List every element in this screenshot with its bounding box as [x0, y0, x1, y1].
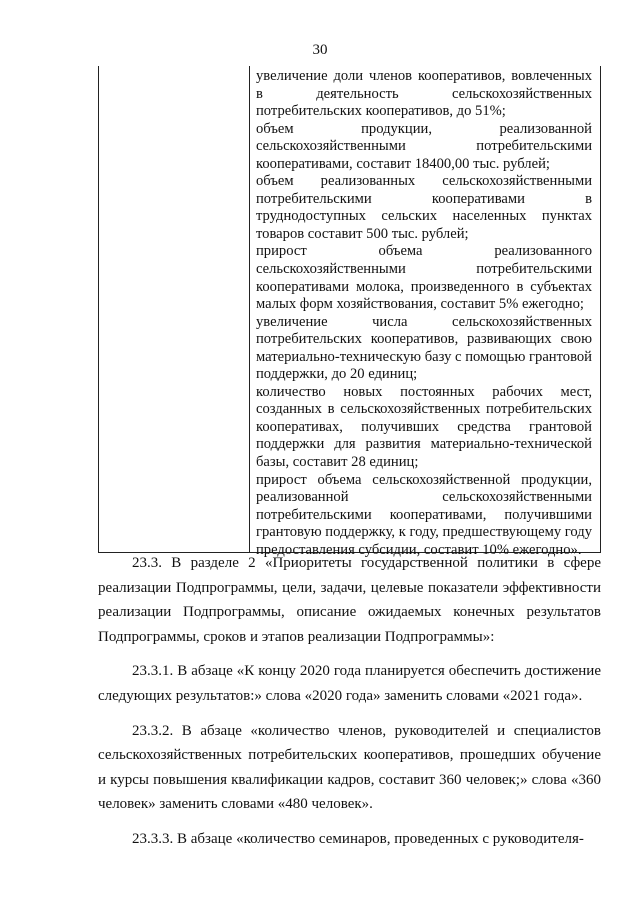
table-item: количество новых постоянных рабочих мест, созданных в сельскохозяйственных потребительских кооперативах, получивших средства грантовой поддержки для развития материально-технической базы, составит 28 единиц;	[256, 383, 592, 471]
table-item: увеличение доли членов кооперативов, вовлеченных в деятельность сельскохозяйственных потребительских кооперативов, до 51%;	[256, 68, 592, 120]
body-text	[98, 551, 601, 852]
paragraph-23-3-3: 23.3.3. В абзаце «количество семинаров, проведенных с руководителя-	[132, 830, 584, 847]
table-item: прирост объема сельскохозяйственной продукции, реализованной сельскохозяйственными потребительскими кооперативами, получившими грантовую поддержку, к году, предшествующему году предоставления субсидии, составит 10% ежегодно».	[256, 471, 592, 558]
paragraph-23-3: 23.3. В разделе 2 «Приоритеты государственной политики в сфере реализации Подпрограммы, цели, задачи, целевые показатели эффективности реализации Подпрограммы, описание ожидаемых конечных результатов Подпрограммы, сроков и этапов реализации Подпрограммы»:	[98, 555, 601, 645]
paragraph-23-3-2: 23.3.2. В абзаце «количество членов, руководителей и специалистов сельскохозяйственных потребительских кооперативов, прошедших обучение и курсы повышения квалификации кадров, составит 360 человек;» слова «360 человек» заменить словами «480 человек».	[98, 722, 601, 813]
indicators-table	[98, 66, 601, 558]
table-item: объем продукции, реализованной сельскохозяйственными потребительскими кооперативами, составит 18400,00 тыс. рублей;	[256, 120, 592, 172]
table-item: увеличение числа сельскохозяйственных потребительских кооперативов, развивающих свою материально-техническую базу с помощью грантовой поддержки, до 20 единиц;	[256, 313, 592, 383]
table-item: объем реализованных сельскохозяйственными потребительскими кооперативами в труднодоступных сельских населенных пунктах товаров составит 500 тыс. рублей;	[256, 173, 592, 242]
paragraph-23-3-1: 23.3.1. В абзаце «К концу 2020 года планируется обеспечить достижение следующих результатов:» слова «2020 года» заменить словами «2021 года».	[98, 663, 601, 704]
table-right-cell	[256, 68, 592, 559]
page-number: 30	[312, 42, 328, 58]
table-column-divider	[249, 66, 250, 552]
table-item: прирост объема реализованного сельскохозяйственными потребительскими кооперативами молока, произведенного в субъектах малых форм хозяйствования, составит 5% ежегодно;	[256, 243, 592, 313]
